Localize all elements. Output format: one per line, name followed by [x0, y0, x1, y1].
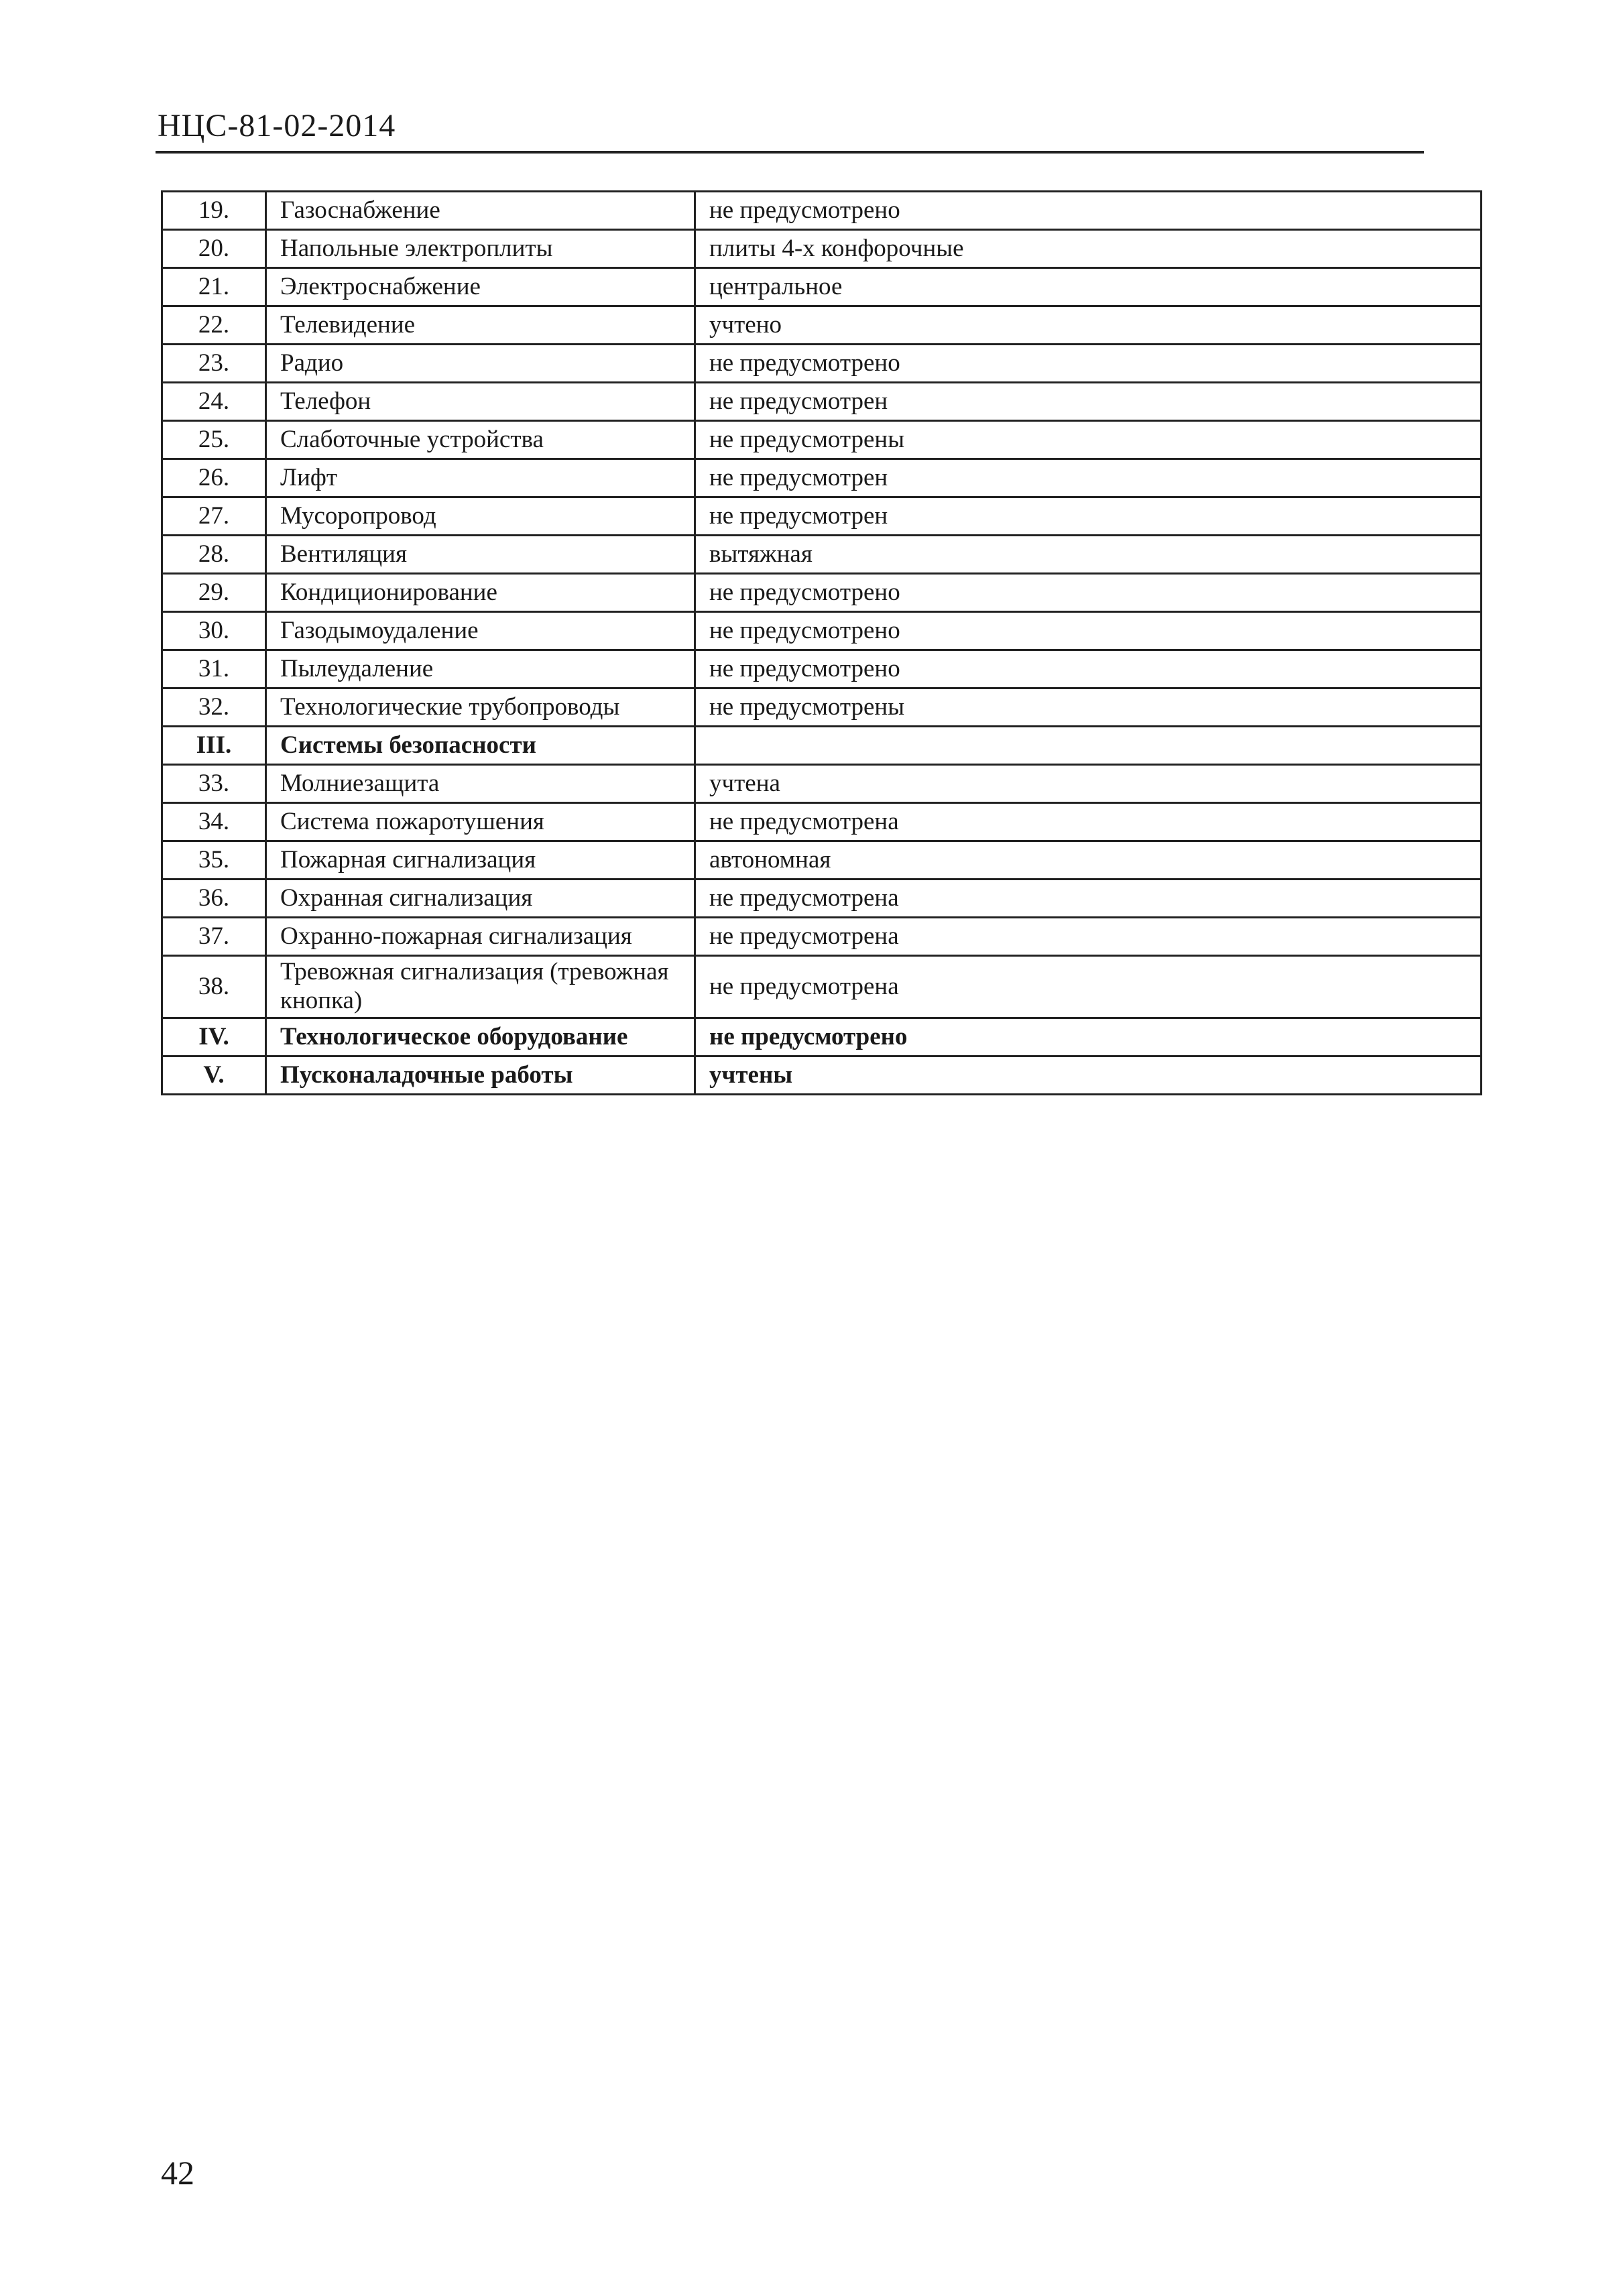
table-row — [162, 880, 1482, 918]
row-number: V. — [162, 1056, 266, 1095]
row-number: 38. — [162, 956, 266, 1018]
row-number: 25. — [162, 421, 266, 459]
row-name: Охранно-пожарная сигнализация — [266, 918, 695, 956]
row-number: 26. — [162, 459, 266, 497]
row-name: Газоснабжение — [266, 192, 695, 230]
table-row — [162, 574, 1482, 612]
row-name: Системы безопасности — [266, 727, 695, 765]
row-number: 30. — [162, 612, 266, 650]
row-name: Молниезащита — [266, 765, 695, 803]
row-number: 29. — [162, 574, 266, 612]
row-value: не предусмотрен — [695, 459, 1482, 497]
table-row — [162, 345, 1482, 383]
row-number: 19. — [162, 192, 266, 230]
row-value: учтена — [695, 765, 1482, 803]
table-row — [162, 612, 1482, 650]
row-value: не предусмотрено — [695, 574, 1482, 612]
row-number: 23. — [162, 345, 266, 383]
row-value: не предусмотрена — [695, 956, 1482, 1018]
row-value: не предусмотрены — [695, 421, 1482, 459]
row-name: Тревожная сигнализация (тревожная кнопка) — [266, 956, 695, 1018]
row-value: вытяжная — [695, 536, 1482, 574]
row-number: 36. — [162, 880, 266, 918]
table-row — [162, 536, 1482, 574]
row-value: плиты 4-х конфорочные — [695, 230, 1482, 268]
row-number: 24. — [162, 383, 266, 421]
header-rule — [156, 151, 1424, 154]
row-number: 22. — [162, 306, 266, 345]
row-number: III. — [162, 727, 266, 765]
section-row — [162, 1018, 1482, 1056]
table-row — [162, 497, 1482, 536]
table-row — [162, 688, 1482, 727]
row-value: не предусмотрено — [695, 192, 1482, 230]
row-name: Электроснабжение — [266, 268, 695, 306]
row-value: учтено — [695, 306, 1482, 345]
row-value: не предусмотрено — [695, 1018, 1482, 1056]
row-number: 27. — [162, 497, 266, 536]
row-value: не предусмотрено — [695, 650, 1482, 688]
row-value: не предусмотрено — [695, 612, 1482, 650]
table-row — [162, 841, 1482, 880]
row-value: автономная — [695, 841, 1482, 880]
row-name: Телефон — [266, 383, 695, 421]
row-name: Вентиляция — [266, 536, 695, 574]
row-name: Пусконаладочные работы — [266, 1056, 695, 1095]
table-row — [162, 306, 1482, 345]
row-name: Пожарная сигнализация — [266, 841, 695, 880]
row-name: Пылеудаление — [266, 650, 695, 688]
row-number: 33. — [162, 765, 266, 803]
table-row — [162, 803, 1482, 841]
row-number: IV. — [162, 1018, 266, 1056]
row-name: Система пожаротушения — [266, 803, 695, 841]
row-number: 35. — [162, 841, 266, 880]
row-number: 20. — [162, 230, 266, 268]
table-row — [162, 459, 1482, 497]
table-row — [162, 956, 1482, 1018]
row-value: не предусмотрена — [695, 880, 1482, 918]
table-row — [162, 268, 1482, 306]
section-row — [162, 1056, 1482, 1095]
row-name: Технологическое оборудование — [266, 1018, 695, 1056]
table-row — [162, 421, 1482, 459]
row-number: 34. — [162, 803, 266, 841]
row-number: 37. — [162, 918, 266, 956]
row-name: Технологические трубопроводы — [266, 688, 695, 727]
table-row — [162, 383, 1482, 421]
row-value — [695, 727, 1482, 765]
row-value: не предусмотрена — [695, 803, 1482, 841]
row-value: не предусмотрено — [695, 345, 1482, 383]
row-number: 31. — [162, 650, 266, 688]
section-row — [162, 727, 1482, 765]
row-value: не предусмотрен — [695, 383, 1482, 421]
table-row — [162, 918, 1482, 956]
specification-table — [161, 190, 1482, 1095]
row-value: не предусмотрен — [695, 497, 1482, 536]
row-name: Телевидение — [266, 306, 695, 345]
table-body — [162, 192, 1482, 1095]
row-value: учтены — [695, 1056, 1482, 1095]
row-value: не предусмотрена — [695, 918, 1482, 956]
row-number: 28. — [162, 536, 266, 574]
table-row — [162, 650, 1482, 688]
table-row — [162, 765, 1482, 803]
row-number: 32. — [162, 688, 266, 727]
table-row — [162, 230, 1482, 268]
table-row — [162, 192, 1482, 230]
row-value: центральное — [695, 268, 1482, 306]
row-name: Кондиционирование — [266, 574, 695, 612]
row-name: Напольные электроплиты — [266, 230, 695, 268]
row-name: Радио — [266, 345, 695, 383]
row-name: Охранная сигнализация — [266, 880, 695, 918]
row-name: Лифт — [266, 459, 695, 497]
row-name: Мусоропровод — [266, 497, 695, 536]
row-value: не предусмотрены — [695, 688, 1482, 727]
document-code: НЦС-81-02-2014 — [158, 108, 396, 143]
page-number: 42 — [161, 2154, 194, 2191]
row-name: Газодымоудаление — [266, 612, 695, 650]
row-name: Слаботочные устройства — [266, 421, 695, 459]
row-number: 21. — [162, 268, 266, 306]
